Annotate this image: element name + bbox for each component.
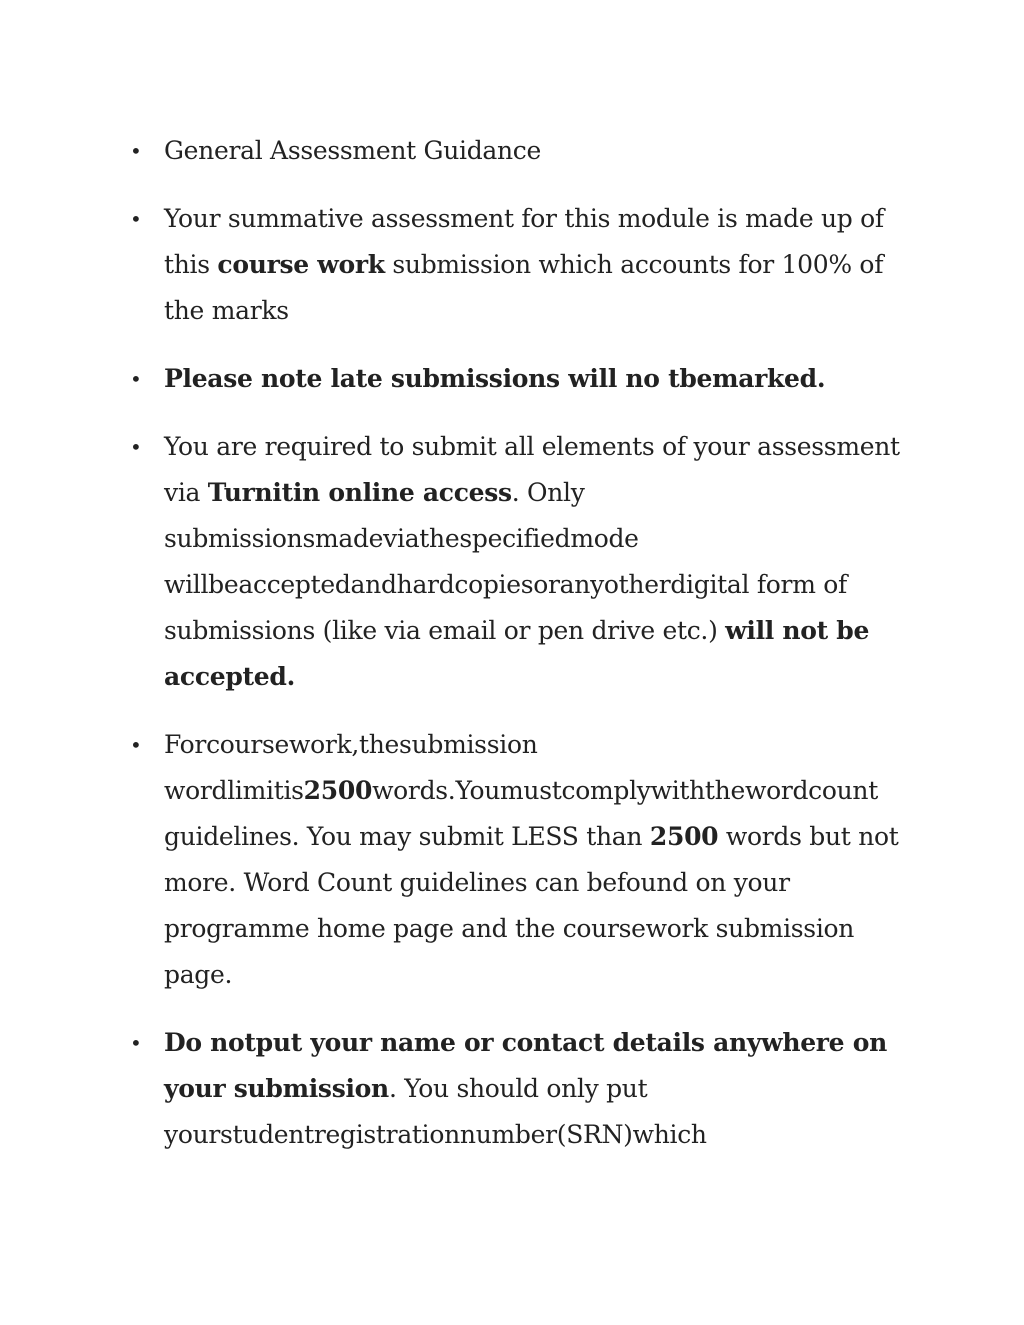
bullet-icon: • [130,207,142,231]
item-bold-text: 2500 [649,822,719,851]
item-text: Your summative assessment for this module is made up of this [164,204,884,279]
item-text: . Only submissionsmadeviathespecifiedmode willbeacceptedandhardcopiesoranyotherdigital form of submissions (like via email or pen drive etc.) [164,478,847,645]
guidance-list [130,128,910,1180]
item-text: words but not more. Word Count guidelines can befound on your programme home page and the coursework submission page. [164,822,899,989]
item-text: words.Youmustcomplywiththewordcount guidelines. You may submit LESS than [164,776,878,851]
list-item-turnitin [130,424,910,700]
list-item-word-limit [130,722,910,998]
item-text: submission which accounts for 100% of the marks [164,250,884,325]
item-bold-text: 2500 [303,776,373,805]
item-bold-text: Please note late submissions will no tbemarked. [164,364,826,393]
item-text: You are required to submit all elements of your assessment via [164,432,900,507]
bullet-icon: • [130,367,142,391]
item-bold-text: course work [217,250,385,279]
list-item-anonymity [130,1020,910,1158]
item-text: Forcoursework,thesubmission wordlimitis [164,730,538,805]
item-bold-text: Turnitin online access [207,478,512,507]
item-bold-text: Do notput your name or contact details anywhere on your submission [164,1028,887,1103]
item-text: General Assessment Guidance [164,136,541,165]
bullet-icon: • [130,139,142,163]
item-text: . You should only put yourstudentregistrationnumber(SRN)which [164,1074,707,1149]
list-item-heading [130,128,910,174]
list-item-summative [130,196,910,334]
bullet-icon: • [130,435,142,459]
item-bold-text: will not be accepted. [164,616,870,691]
bullet-icon: • [130,1031,142,1055]
bullet-icon: • [130,733,142,757]
list-item-late-submissions [130,356,910,402]
